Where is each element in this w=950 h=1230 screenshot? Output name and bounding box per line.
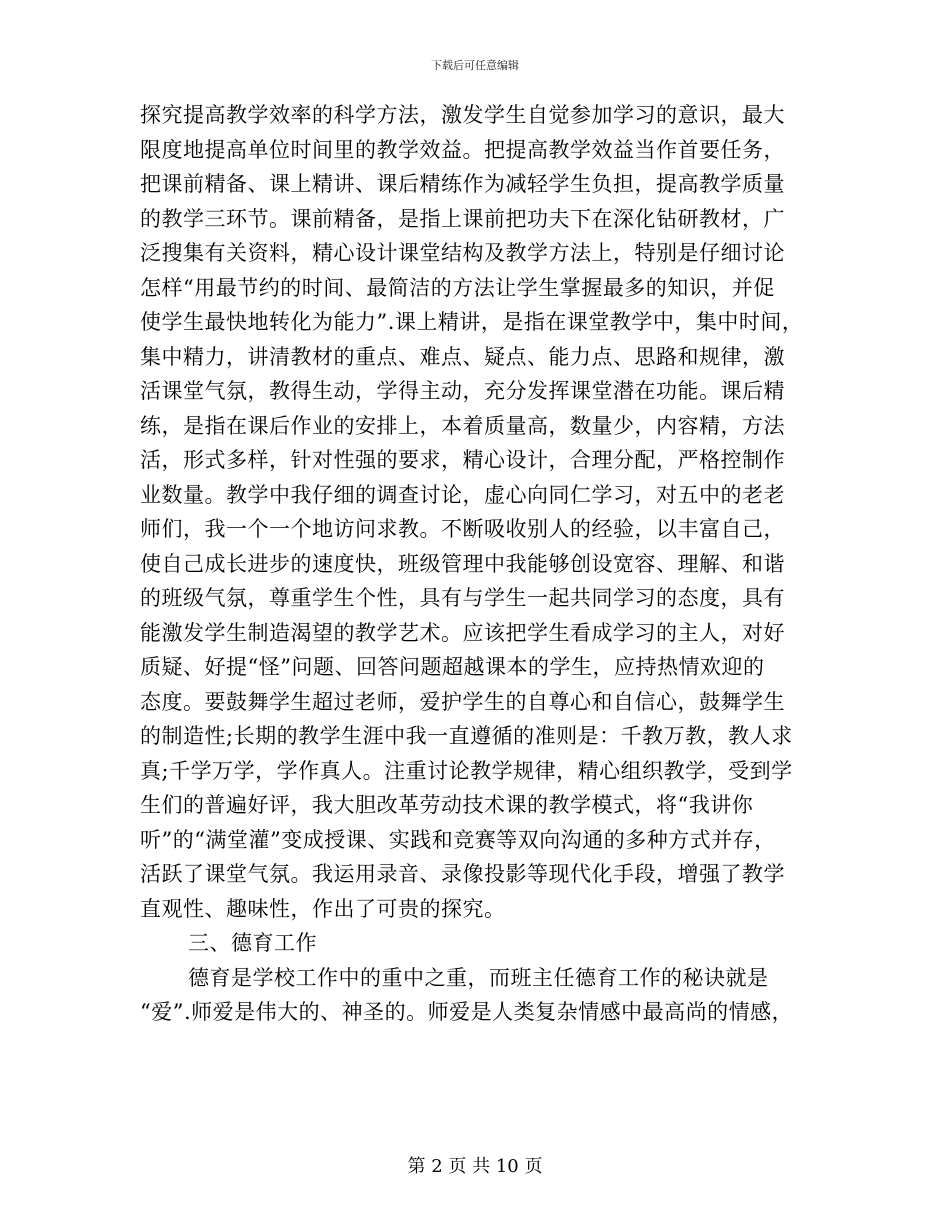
paragraph-line: “爱”.师爱是伟大的、神圣的。师爱是人类复杂情感中最高尚的情感， — [140, 1000, 794, 1024]
paragraph-line: 怎样“用最节约的时间、最简洁的方法让学生掌握最多的知识，并促 — [140, 275, 775, 300]
paragraph-line: 态度。要鼓舞学生超过老师，爱护学生的自尊心和自信心，鼓舞学生 — [140, 689, 785, 714]
paragraph-line: 能激发学生制造渴望的教学艺术。应该把学生看成学习的主人，对好 — [140, 620, 785, 645]
paragraph-line: 师们，我一个一个地访问求教。不断吸收别人的经验，以丰富自己， — [140, 517, 785, 541]
paragraph-line: 直观性、趣味性，作出了可贵的探究。 — [140, 896, 506, 921]
paragraph-line: 的班级气氛，尊重学生个性，具有与学生一起共同学习的态度，具有 — [140, 586, 785, 610]
paragraph-line: 使学生最快地转化为能力”.课上精讲，是指在课堂教学中，集中时间， — [140, 310, 804, 334]
paragraph-line: 真;千学万学，学作真人。注重讨论教学规律，精心组织教学，受到学 — [140, 758, 793, 783]
paragraph-line: 质疑、好提“怪”问题、回答问题超越课本的学生，应持热情欢迎的 — [140, 655, 765, 679]
paragraph-line: 生们的普遍好评，我大胆改革劳动技术课的教学模式，将“我讲你 — [140, 793, 754, 817]
section-heading: 三、德育工作 — [188, 931, 317, 955]
paragraph-line: 限度地提高单位时间里的教学效益。把提高教学效益当作首要任务， — [140, 137, 785, 162]
body-text — [140, 98, 830, 1030]
paragraph-line: 练，是指在课后作业的安排上，本着质量高，数量少，内容精，方法 — [140, 413, 785, 438]
paragraph-line: 使自己成长进步的速度快，班级管理中我能够创设宽容、理解、和谐 — [140, 551, 785, 576]
paragraph-line: 把课前精备、课上精讲、课后精练作为减轻学生负担，提高教学质量 — [140, 172, 785, 196]
paragraph-line: 探究提高教学效率的科学方法，激发学生自觉参加学习的意识，最大 — [140, 103, 785, 127]
page-footer: 第 2 页 共 10 页 — [407, 1156, 543, 1177]
paragraph-line: 集中精力，讲清教材的重点、难点、疑点、能力点、思路和规律，激 — [140, 344, 785, 369]
header-note: 下载后可任意编辑 — [431, 59, 519, 72]
paragraph-line: 活，形式多样，针对性强的要求，精心设计，合理分配，严格控制作 — [140, 448, 785, 472]
paragraph-line: 泛搜集有关资料，精心设计课堂结构及教学方法上，特别是仔细讨论 — [140, 241, 785, 265]
paragraph-line: 活课堂气氛，教得生动，学得主动，充分发挥课堂潜在功能。课后精 — [140, 379, 785, 403]
paragraph-line: 的教学三环节。课前精备，是指上课前把功夫下在深化钻研教材，广 — [140, 206, 785, 231]
paragraph-line: 业数量。教学中我仔细的调查讨论，虚心向同仁学习，对五中的老老 — [140, 482, 785, 507]
paragraph-line: 听”的“满堂灌”变成授课、实践和竞赛等双向沟通的多种方式并存， — [140, 827, 776, 852]
paragraph-line: 活跃了课堂气氛。我运用录音、录像投影等现代化手段，增强了教学 — [140, 862, 785, 886]
paragraph-line: 的制造性;长期的教学生涯中我一直遵循的准则是：千教万教，教人求 — [140, 724, 793, 748]
paragraph-line: 德育是学校工作中的重中之重，而班主任德育工作的秘诀就是 — [188, 965, 769, 990]
